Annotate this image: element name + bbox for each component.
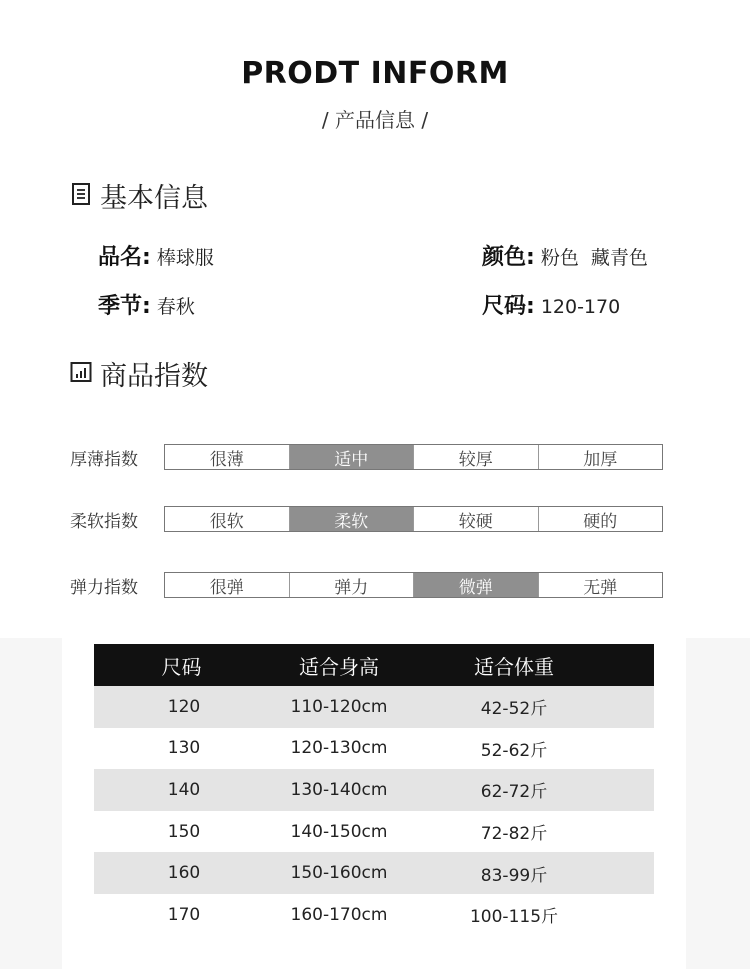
index-option-selected: 柔软	[290, 507, 415, 531]
column-header-size: 尺码	[161, 654, 202, 679]
index-row-label: 柔软指数	[70, 511, 138, 532]
index-scale	[164, 572, 663, 598]
cell-weight: 100-115斤	[469, 907, 559, 928]
index-scale	[164, 444, 663, 470]
table-row	[94, 894, 654, 936]
cell-size: 170	[167, 904, 201, 925]
info-item-size	[482, 289, 620, 320]
index-option: 较硬	[414, 507, 539, 531]
info-key: 季节:	[98, 294, 151, 319]
column-header-height: 适合身高	[299, 654, 379, 679]
info-value: 粉色 藏青色	[540, 247, 648, 269]
info-key: 品名:	[98, 245, 151, 270]
index-option-selected: 适中	[290, 445, 415, 469]
index-option: 弹力	[290, 573, 415, 597]
basic-info-heading	[70, 176, 208, 215]
cell-size: 120	[167, 696, 201, 717]
info-key: 尺码:	[482, 294, 535, 319]
bar-chart-icon	[70, 361, 92, 387]
cell-height: 140-150cm	[290, 821, 388, 842]
cell-height: 120-130cm	[290, 738, 388, 759]
cell-height: 150-160cm	[290, 863, 388, 884]
cell-height: 160-170cm	[290, 904, 388, 925]
cell-weight: 62-72斤	[480, 782, 548, 803]
info-item-season	[98, 289, 195, 320]
cell-weight: 52-62斤	[480, 740, 548, 761]
info-value: 春秋	[156, 296, 195, 318]
table-row	[94, 852, 654, 894]
table-row	[94, 811, 654, 853]
info-key: 颜色:	[482, 245, 535, 270]
cell-size: 130	[167, 738, 201, 759]
cell-size: 150	[167, 821, 201, 842]
document-icon	[70, 182, 92, 210]
index-row	[70, 571, 663, 599]
index-option: 很软	[165, 507, 290, 531]
info-value: 棒球服	[156, 247, 214, 269]
cell-weight: 42-52斤	[480, 699, 548, 720]
info-item-color	[482, 240, 648, 271]
index-option-selected: 微弹	[414, 573, 539, 597]
size-table	[94, 644, 654, 936]
cell-size: 160	[167, 863, 201, 884]
table-row	[94, 686, 654, 728]
index-option: 很薄	[165, 445, 290, 469]
cell-height: 110-120cm	[290, 696, 388, 717]
product-index-heading	[70, 354, 208, 393]
index-option: 较厚	[414, 445, 539, 469]
cell-size: 140	[167, 779, 201, 800]
index-option: 硬的	[583, 511, 618, 532]
cell-weight: 72-82斤	[480, 824, 548, 845]
index-row	[70, 505, 663, 533]
cell-height: 130-140cm	[290, 779, 388, 800]
info-value: 120-170	[540, 296, 621, 318]
table-row	[94, 769, 654, 811]
cell-weight: 83-99斤	[480, 865, 548, 886]
size-table-header	[94, 644, 654, 686]
index-option: 很弹	[165, 573, 290, 597]
index-row-label: 弹力指数	[70, 577, 138, 598]
column-header-weight: 适合体重	[474, 654, 554, 679]
info-item-name	[98, 240, 214, 271]
index-scale	[164, 506, 663, 532]
basic-info-title: 基本信息	[100, 183, 208, 214]
product-index-title: 商品指数	[100, 361, 208, 392]
index-option: 加厚	[583, 449, 618, 470]
table-row	[94, 728, 654, 770]
index-row	[70, 443, 663, 471]
page-subtitle: / 产品信息 /	[321, 108, 429, 132]
index-option: 无弹	[583, 577, 618, 598]
page-title: PRODT INFORM	[241, 56, 509, 91]
index-row-label: 厚薄指数	[70, 449, 138, 470]
